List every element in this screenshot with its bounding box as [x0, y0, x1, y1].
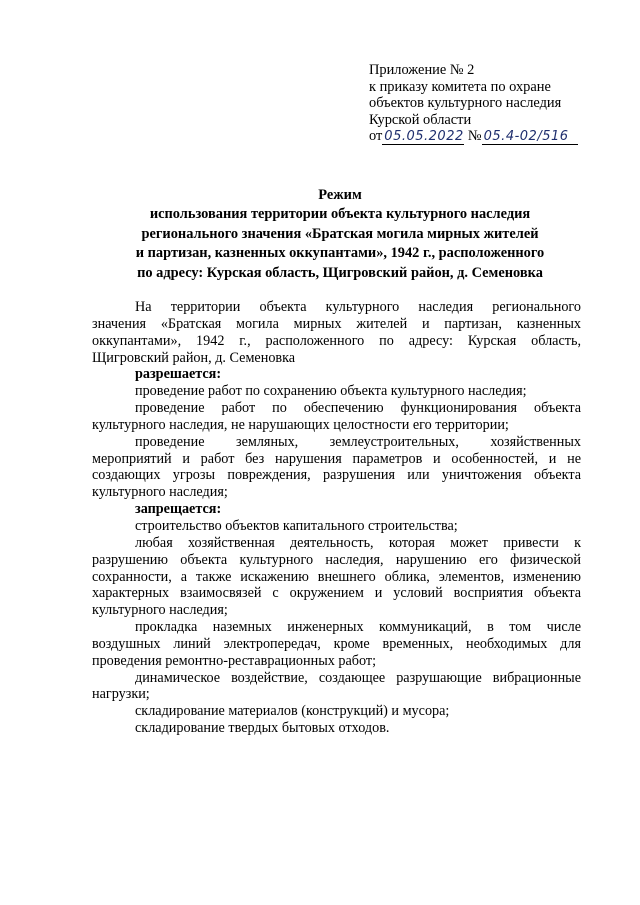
number-label: № [467, 128, 482, 145]
allowed-heading: разрешается: [135, 366, 222, 383]
appendix-committee-line: объектов культурного наследия [369, 95, 562, 112]
title-line: использования территории объекта культурного наследия [149, 206, 531, 223]
forbidden-item-line: нагрузки; [92, 686, 150, 703]
allowed-item-line: культурного наследия; [92, 484, 228, 501]
handwritten-date: 05.05.2022 [384, 129, 464, 145]
document-title [100, 186, 580, 283]
allowed-item-line: проведение работ по сохранению объекта культурного наследия; [135, 383, 527, 400]
appendix-title: Приложение № 2 [369, 62, 475, 78]
forbidden-item-line: воздушных линий электропередач, кроме временных, необходимых для [92, 635, 581, 652]
forbidden-item-line: складирование материалов (конструкций) и мусора; [135, 703, 450, 720]
appendix-header [369, 62, 619, 145]
allowed-item-line: проведение работ по обеспечению функционирования объекта [135, 400, 581, 417]
allowed-item-line: мероприятий и работ без нарушения параметров и особенностей, и не [92, 450, 581, 467]
forbidden-item-line: складирование твердых бытовых отходов. [135, 720, 390, 737]
appendix-order-line: к приказу комитета по охране [369, 78, 551, 95]
forbidden-item-line: любая хозяйственная деятельность, которая может привести к [135, 534, 581, 551]
appendix-date-number-line [369, 128, 619, 145]
intro-line: На территории объекта культурного наследия регионального [135, 299, 581, 315]
forbidden-item-line: характерных взаимосвязей с окружением и условий восприятия объекта [92, 585, 581, 602]
forbidden-item-line: прокладка наземных инженерных коммуникаций, в том числе [135, 619, 581, 636]
intro-line: значения «Братская могила мирных жителей и партизан, казненных [92, 315, 581, 332]
allowed-item-line: проведение земляных, землеустроительных, хозяйственных [135, 433, 581, 450]
forbidden-item-line: культурного наследия; [92, 602, 228, 619]
document-body [92, 299, 581, 737]
forbidden-heading: запрещается: [135, 501, 222, 518]
title-line: регионального значения «Братская могила мирных жителей [141, 225, 539, 242]
forbidden-item-line: проведения ремонтно-реставрационных работ; [92, 652, 377, 669]
handwritten-order-number: 05.4-02/516 [482, 130, 578, 145]
appendix-region-line: Курской области [369, 111, 472, 128]
allowed-item-line: культурного наследия, не нарушающих целостности его территории; [92, 416, 509, 433]
title-line: по адресу: Курская область, Щигровский район, д. Семеновка [137, 264, 543, 281]
intro-line: Щигровский район, д. Семеновка [92, 349, 296, 366]
title-line: Режим [318, 187, 362, 203]
from-label: от [369, 128, 383, 145]
forbidden-item-line: динамическое воздействие, создающее разрушающие вибрационные [135, 669, 581, 686]
title-line: и партизан, казненных оккупантами», 1942 г., расположенного [135, 245, 545, 262]
forbidden-item-line: строительство объектов капитального строительства; [135, 517, 458, 534]
forbidden-item-line: разрушению объекта культурного наследия, нарушению его физической [92, 551, 581, 568]
forbidden-item-line: сохранности, а также искажению внешнего облика, элементов, изменению [92, 568, 581, 585]
intro-line: оккупантами», 1942 г., расположенного по адресу: Курская область, [92, 332, 581, 349]
allowed-item-line: создающих угрозы повреждения, разрушения или уничтожения объекта [92, 467, 581, 484]
